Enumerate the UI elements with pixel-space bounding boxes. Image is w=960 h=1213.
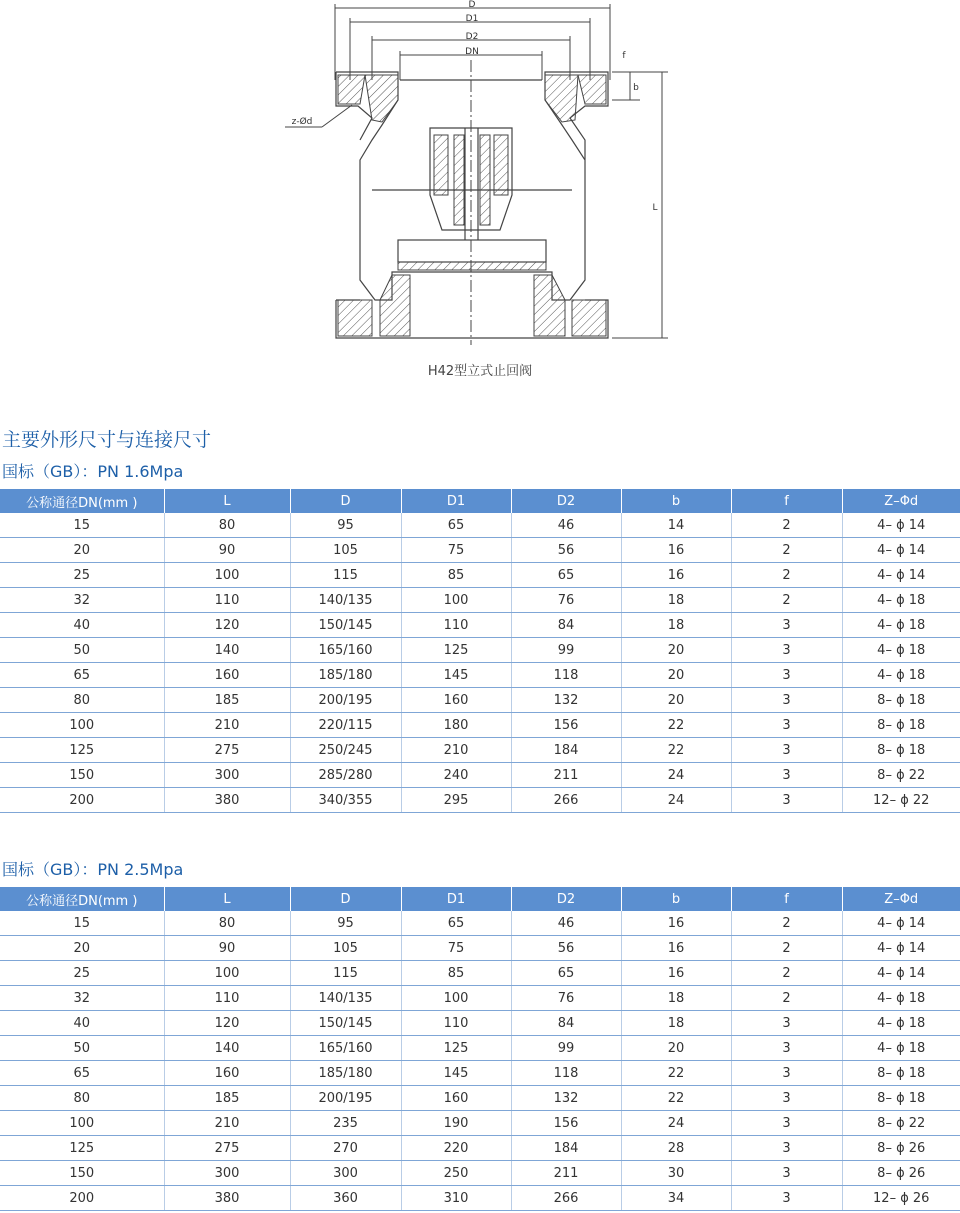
table-row <box>0 638 960 663</box>
table-cell: 95 <box>290 911 401 936</box>
table-cell: 275 <box>164 1136 290 1161</box>
table-row <box>0 1186 960 1211</box>
table-cell: 145 <box>401 663 511 688</box>
table-cell: 150 <box>0 1161 164 1186</box>
table-cell: 80 <box>164 513 290 538</box>
table-cell: 2 <box>731 513 842 538</box>
table-cell: 8– ϕ 18 <box>842 713 960 738</box>
table-cell: 30 <box>621 1161 731 1186</box>
table-cell: 100 <box>0 1111 164 1136</box>
table-body <box>0 911 960 1211</box>
table-cell: 95 <box>290 513 401 538</box>
table-cell: 3 <box>731 1136 842 1161</box>
dim-label-f: f <box>622 51 626 61</box>
table-cell: 310 <box>401 1186 511 1211</box>
diagram-caption: H42型立式止回阀 <box>427 364 533 379</box>
table-cell: 220/115 <box>290 713 401 738</box>
table-cell: 118 <box>511 663 621 688</box>
table-cell: 190 <box>401 1111 511 1136</box>
table-cell: 56 <box>511 936 621 961</box>
table-cell: 184 <box>511 738 621 763</box>
table-cell: 3 <box>731 663 842 688</box>
table-cell: 8– ϕ 18 <box>842 1086 960 1111</box>
table-cell: 20 <box>0 936 164 961</box>
table-cell: 24 <box>621 763 731 788</box>
table-cell: 3 <box>731 613 842 638</box>
table-row <box>0 613 960 638</box>
table-row <box>0 788 960 813</box>
table-cell: 18 <box>621 986 731 1011</box>
table-row <box>0 1111 960 1136</box>
table-cell: 16 <box>621 911 731 936</box>
table-row <box>0 538 960 563</box>
table-cell: 185/180 <box>290 663 401 688</box>
table-cell: 266 <box>511 788 621 813</box>
table-cell: 3 <box>731 1086 842 1111</box>
table-cell: 110 <box>401 1011 511 1036</box>
table-cell: 211 <box>511 1161 621 1186</box>
dim-label-d2: D2 <box>465 32 479 42</box>
dim-label-zod: z-Ød <box>291 117 313 127</box>
spec-table-pn16 <box>0 489 960 813</box>
table-body <box>0 513 960 813</box>
table-cell: 340/355 <box>290 788 401 813</box>
section-title: 主要外形尺寸与连接尺寸 <box>2 429 212 451</box>
table-cell: 99 <box>511 1036 621 1061</box>
table-cell: 125 <box>0 1136 164 1161</box>
table-cell: 295 <box>401 788 511 813</box>
spec-table-pn25 <box>0 887 960 1211</box>
table-cell: 4– ϕ 18 <box>842 638 960 663</box>
table-cell: 160 <box>164 663 290 688</box>
table-cell: 270 <box>290 1136 401 1161</box>
table-cell: 360 <box>290 1186 401 1211</box>
table-cell: 140/135 <box>290 588 401 613</box>
table-cell: 50 <box>0 1036 164 1061</box>
table-cell: 80 <box>0 688 164 713</box>
table-cell: 2 <box>731 588 842 613</box>
column-header: D <box>290 887 401 911</box>
column-header: D1 <box>401 887 511 911</box>
table-cell: 165/160 <box>290 1036 401 1061</box>
table-cell: 84 <box>511 613 621 638</box>
table-cell: 99 <box>511 638 621 663</box>
table-cell: 3 <box>731 1186 842 1211</box>
table-cell: 12– ϕ 22 <box>842 788 960 813</box>
table-cell: 100 <box>0 713 164 738</box>
table-cell: 3 <box>731 713 842 738</box>
table-cell: 160 <box>164 1061 290 1086</box>
column-header: D1 <box>401 489 511 513</box>
table-row <box>0 763 960 788</box>
valve-diagram <box>0 0 960 390</box>
column-header: Z–Φd <box>842 489 960 513</box>
column-header: D2 <box>511 887 621 911</box>
table-cell: 15 <box>0 513 164 538</box>
table-cell: 210 <box>164 1111 290 1136</box>
table-row <box>0 563 960 588</box>
table-row <box>0 961 960 986</box>
table-cell: 3 <box>731 738 842 763</box>
table-cell: 210 <box>401 738 511 763</box>
table-cell: 200 <box>0 1186 164 1211</box>
table-cell: 200 <box>0 788 164 813</box>
column-header: f <box>731 489 842 513</box>
table-cell: 4– ϕ 14 <box>842 513 960 538</box>
table-cell: 140/135 <box>290 986 401 1011</box>
table-cell: 184 <box>511 1136 621 1161</box>
table-cell: 156 <box>511 713 621 738</box>
table-cell: 20 <box>621 688 731 713</box>
table-cell: 65 <box>0 1061 164 1086</box>
table-cell: 125 <box>401 1036 511 1061</box>
table-header <box>0 489 960 513</box>
table-cell: 2 <box>731 538 842 563</box>
table-cell: 140 <box>164 1036 290 1061</box>
column-header: b <box>621 887 731 911</box>
table-cell: 4– ϕ 18 <box>842 1036 960 1061</box>
table-cell: 65 <box>401 513 511 538</box>
table-cell: 140 <box>164 638 290 663</box>
table-cell: 18 <box>621 1011 731 1036</box>
table-cell: 85 <box>401 563 511 588</box>
table-row <box>0 1061 960 1086</box>
dim-label-d: D <box>468 0 476 10</box>
table-cell: 380 <box>164 788 290 813</box>
table-cell: 28 <box>621 1136 731 1161</box>
table-cell: 132 <box>511 688 621 713</box>
table-cell: 3 <box>731 1011 842 1036</box>
table-cell: 200/195 <box>290 688 401 713</box>
table-row <box>0 1161 960 1186</box>
table-cell: 285/280 <box>290 763 401 788</box>
dim-label-d1: D1 <box>465 14 479 24</box>
table-row <box>0 738 960 763</box>
table-cell: 2 <box>731 563 842 588</box>
column-header: 公称通径DN(mm ) <box>0 489 164 513</box>
table-cell: 20 <box>621 638 731 663</box>
table-cell: 120 <box>164 613 290 638</box>
column-header: D2 <box>511 489 621 513</box>
table-cell: 3 <box>731 688 842 713</box>
table-row <box>0 663 960 688</box>
table-cell: 2 <box>731 961 842 986</box>
header-row <box>0 489 960 513</box>
table-cell: 3 <box>731 638 842 663</box>
table-row <box>0 911 960 936</box>
table-cell: 266 <box>511 1186 621 1211</box>
table-cell: 32 <box>0 986 164 1011</box>
table-cell: 210 <box>164 713 290 738</box>
table-cell: 24 <box>621 788 731 813</box>
table-cell: 3 <box>731 1111 842 1136</box>
table-cell: 4– ϕ 18 <box>842 1011 960 1036</box>
table-cell: 15 <box>0 911 164 936</box>
table-cell: 4– ϕ 18 <box>842 663 960 688</box>
table-cell: 3 <box>731 1061 842 1086</box>
table-cell: 2 <box>731 936 842 961</box>
table-cell: 8– ϕ 18 <box>842 688 960 713</box>
table-cell: 4– ϕ 14 <box>842 961 960 986</box>
table-cell: 18 <box>621 588 731 613</box>
table-row <box>0 1036 960 1061</box>
column-header: b <box>621 489 731 513</box>
table-cell: 250 <box>401 1161 511 1186</box>
table-cell: 100 <box>164 961 290 986</box>
table-cell: 300 <box>290 1161 401 1186</box>
table-cell: 12– ϕ 26 <box>842 1186 960 1211</box>
table-cell: 25 <box>0 563 164 588</box>
table-cell: 180 <box>401 713 511 738</box>
table-cell: 25 <box>0 961 164 986</box>
table-cell: 4– ϕ 14 <box>842 936 960 961</box>
column-header: L <box>164 887 290 911</box>
table-cell: 185 <box>164 1086 290 1111</box>
column-header: D <box>290 489 401 513</box>
table-cell: 150 <box>0 763 164 788</box>
column-header: Z–Φd <box>842 887 960 911</box>
table-cell: 118 <box>511 1061 621 1086</box>
column-header: f <box>731 887 842 911</box>
table-cell: 20 <box>0 538 164 563</box>
table-cell: 8– ϕ 26 <box>842 1136 960 1161</box>
table-cell: 185/180 <box>290 1061 401 1086</box>
table-cell: 300 <box>164 763 290 788</box>
table-cell: 56 <box>511 538 621 563</box>
table-cell: 3 <box>731 1036 842 1061</box>
table-cell: 85 <box>401 961 511 986</box>
table-cell: 65 <box>401 911 511 936</box>
table-cell: 8– ϕ 18 <box>842 1061 960 1086</box>
table-cell: 8– ϕ 22 <box>842 763 960 788</box>
table-cell: 40 <box>0 613 164 638</box>
table-cell: 125 <box>401 638 511 663</box>
table-cell: 22 <box>621 738 731 763</box>
table-cell: 110 <box>164 986 290 1011</box>
table-row <box>0 588 960 613</box>
table-cell: 76 <box>511 588 621 613</box>
table-cell: 4– ϕ 14 <box>842 538 960 563</box>
table-cell: 84 <box>511 1011 621 1036</box>
table-cell: 4– ϕ 18 <box>842 588 960 613</box>
table-cell: 65 <box>0 663 164 688</box>
table-row <box>0 713 960 738</box>
table-row <box>0 1086 960 1111</box>
table-header <box>0 887 960 911</box>
table-cell: 22 <box>621 713 731 738</box>
table-cell: 105 <box>290 936 401 961</box>
table-cell: 125 <box>0 738 164 763</box>
table-cell: 40 <box>0 1011 164 1036</box>
table-cell: 132 <box>511 1086 621 1111</box>
table-cell: 160 <box>401 1086 511 1111</box>
table-cell: 2 <box>731 911 842 936</box>
table-row <box>0 688 960 713</box>
table-cell: 8– ϕ 22 <box>842 1111 960 1136</box>
table-cell: 32 <box>0 588 164 613</box>
table-row <box>0 936 960 961</box>
table-cell: 3 <box>731 763 842 788</box>
table-2-subtitle: 国标（GB）：PN 2.5Mpa <box>2 860 184 879</box>
table-cell: 34 <box>621 1186 731 1211</box>
table-cell: 90 <box>164 538 290 563</box>
table-cell: 90 <box>164 936 290 961</box>
table-cell: 115 <box>290 563 401 588</box>
table-cell: 105 <box>290 538 401 563</box>
table-cell: 275 <box>164 738 290 763</box>
table-cell: 120 <box>164 1011 290 1036</box>
header-row <box>0 887 960 911</box>
table-cell: 22 <box>621 1061 731 1086</box>
table-cell: 3 <box>731 1161 842 1186</box>
table-cell: 80 <box>0 1086 164 1111</box>
table-cell: 200/195 <box>290 1086 401 1111</box>
table-cell: 150/145 <box>290 1011 401 1036</box>
table-cell: 110 <box>401 613 511 638</box>
table-cell: 100 <box>401 986 511 1011</box>
table-cell: 300 <box>164 1161 290 1186</box>
table-cell: 150/145 <box>290 613 401 638</box>
table-cell: 3 <box>731 788 842 813</box>
table-row <box>0 1011 960 1036</box>
table-cell: 115 <box>290 961 401 986</box>
table-cell: 185 <box>164 688 290 713</box>
dim-label-b: b <box>633 83 639 93</box>
table-cell: 65 <box>511 961 621 986</box>
table-cell: 2 <box>731 986 842 1011</box>
table-cell: 110 <box>164 588 290 613</box>
table-cell: 100 <box>401 588 511 613</box>
table-cell: 156 <box>511 1111 621 1136</box>
table-cell: 235 <box>290 1111 401 1136</box>
table-cell: 4– ϕ 14 <box>842 563 960 588</box>
table-cell: 16 <box>621 961 731 986</box>
table-cell: 46 <box>511 513 621 538</box>
dim-label-dn: DN <box>465 47 479 57</box>
dim-label-l: L <box>652 203 658 213</box>
table-cell: 16 <box>621 538 731 563</box>
table-cell: 211 <box>511 763 621 788</box>
table-cell: 22 <box>621 1086 731 1111</box>
table-cell: 240 <box>401 763 511 788</box>
table-cell: 14 <box>621 513 731 538</box>
table-cell: 50 <box>0 638 164 663</box>
table-cell: 8– ϕ 26 <box>842 1161 960 1186</box>
table-cell: 18 <box>621 613 731 638</box>
table-row <box>0 986 960 1011</box>
column-header: 公称通径DN(mm ) <box>0 887 164 911</box>
table-cell: 16 <box>621 563 731 588</box>
table-cell: 80 <box>164 911 290 936</box>
table-cell: 380 <box>164 1186 290 1211</box>
table-cell: 75 <box>401 936 511 961</box>
table-cell: 100 <box>164 563 290 588</box>
table-cell: 220 <box>401 1136 511 1161</box>
table-cell: 20 <box>621 663 731 688</box>
table-row <box>0 513 960 538</box>
table-cell: 75 <box>401 538 511 563</box>
table-cell: 76 <box>511 986 621 1011</box>
table-cell: 4– ϕ 18 <box>842 986 960 1011</box>
table-cell: 65 <box>511 563 621 588</box>
table-cell: 4– ϕ 14 <box>842 911 960 936</box>
table-cell: 24 <box>621 1111 731 1136</box>
table-cell: 160 <box>401 688 511 713</box>
table-1-subtitle: 国标（GB）：PN 1.6Mpa <box>2 462 184 481</box>
table-cell: 145 <box>401 1061 511 1086</box>
table-cell: 20 <box>621 1036 731 1061</box>
column-header: L <box>164 489 290 513</box>
table-cell: 4– ϕ 18 <box>842 613 960 638</box>
table-cell: 250/245 <box>290 738 401 763</box>
table-cell: 8– ϕ 18 <box>842 738 960 763</box>
table-cell: 46 <box>511 911 621 936</box>
table-cell: 165/160 <box>290 638 401 663</box>
table-cell: 16 <box>621 936 731 961</box>
table-row <box>0 1136 960 1161</box>
